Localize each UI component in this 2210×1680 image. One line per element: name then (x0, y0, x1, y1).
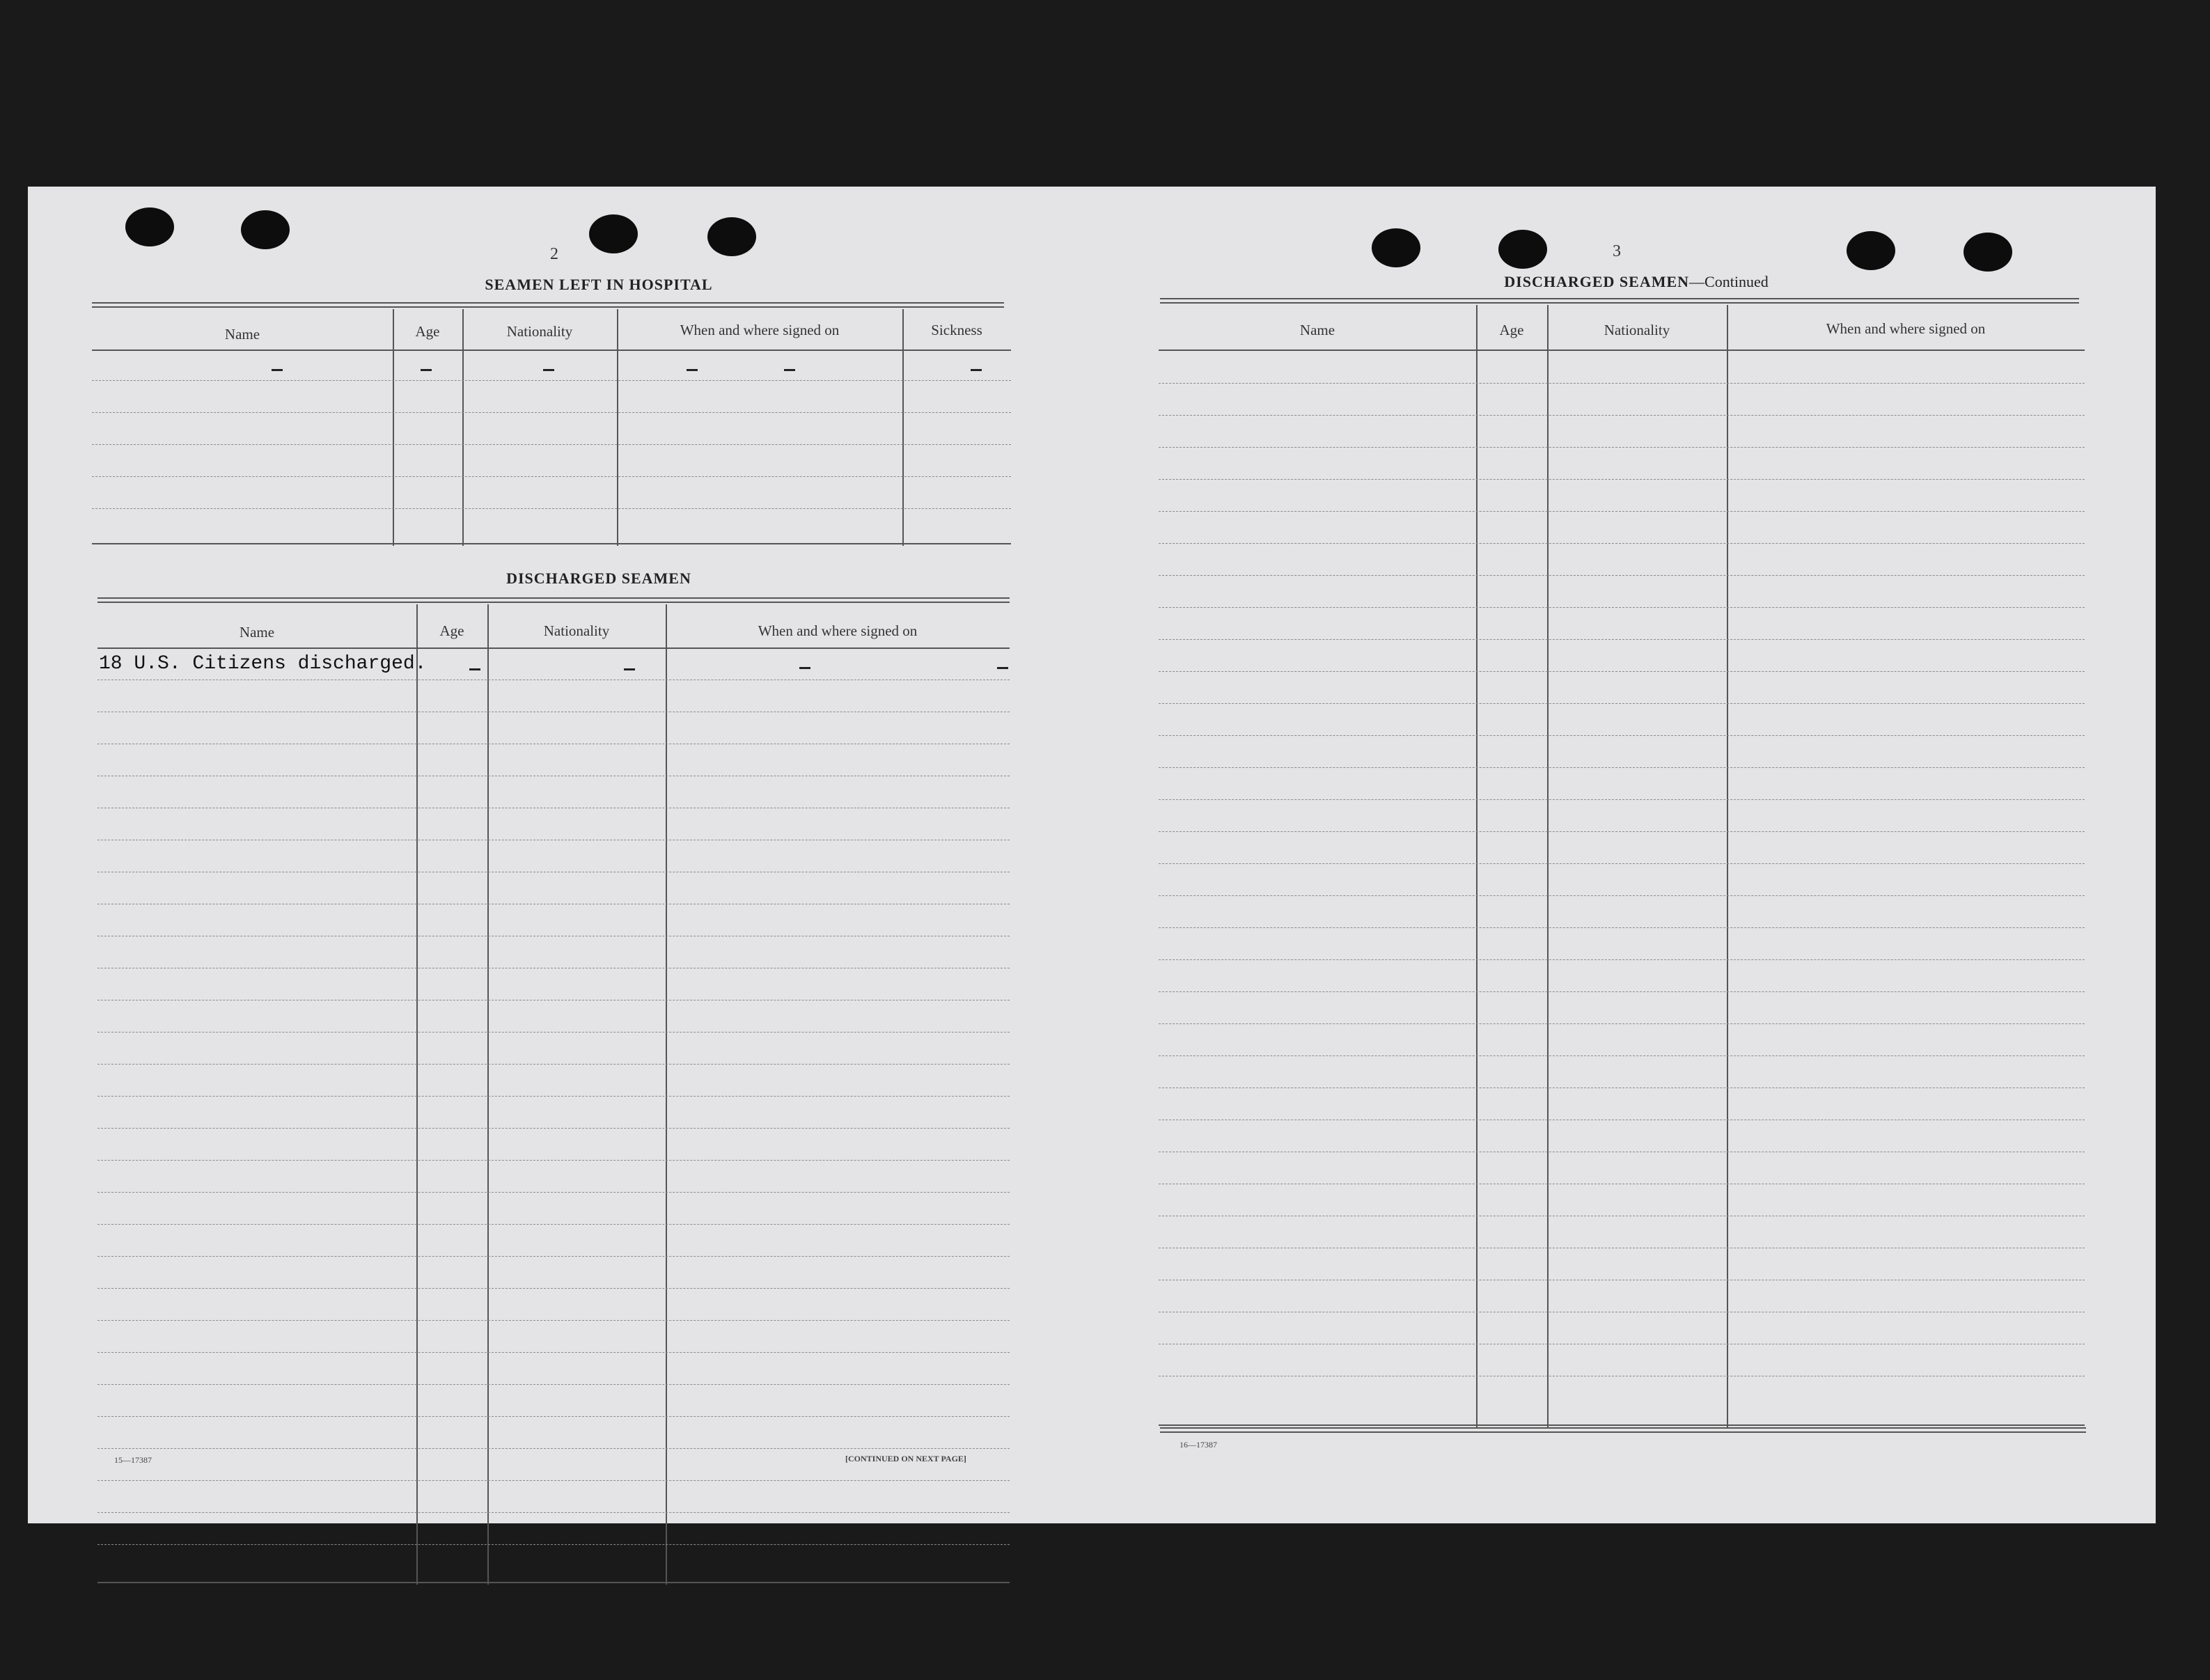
blank-mark (997, 667, 1008, 669)
blank-mark (421, 369, 432, 371)
col-header-signed-on: When and where signed on (680, 322, 840, 338)
punch-hole (1847, 231, 1895, 270)
col-header-nationality: Nationality (506, 323, 573, 340)
form-code-left: 15—17387 (114, 1455, 152, 1465)
section-rule (97, 597, 1010, 603)
col-header-signed-on: When and where signed on (1826, 320, 1986, 337)
discharged-section-title: DISCHARGED SEAMEN (506, 570, 691, 587)
blank-mark (784, 369, 795, 371)
col-header-name: Name (1299, 322, 1335, 338)
discharged-continued-title (1393, 273, 1880, 291)
col-header-name: Name (239, 624, 275, 641)
blank-mark (272, 369, 283, 371)
discharged-continued-table (1159, 305, 2085, 1429)
blank-mark (799, 667, 810, 669)
hospital-section-title: SEAMEN LEFT IN HOSPITAL (485, 276, 713, 293)
continued-note: [CONTINUED ON NEXT PAGE] (845, 1454, 966, 1463)
punch-hole (125, 207, 174, 246)
page-number-left: 2 (550, 245, 558, 263)
discharged-table (97, 604, 1010, 1585)
discharged-entry: 18 U.S. Citizens discharged. (99, 653, 427, 675)
section-rule (1160, 298, 2079, 304)
section-rule (92, 302, 1004, 308)
title-suffix: —Continued (1689, 273, 1769, 290)
punch-hole (1964, 233, 2012, 272)
col-header-name: Name (224, 326, 260, 343)
punch-hole (707, 217, 756, 256)
ledger-sheet (28, 187, 2156, 1523)
form-code-right: 16—17387 (1180, 1440, 1217, 1450)
col-header-sickness: Sickness (931, 322, 982, 338)
punch-hole (1498, 230, 1547, 269)
blank-mark (469, 668, 480, 670)
col-header-nationality: Nationality (543, 622, 610, 639)
punch-hole (1372, 228, 1420, 267)
col-header-age: Age (415, 323, 440, 340)
col-header-nationality: Nationality (1604, 322, 1670, 338)
punch-hole (241, 210, 290, 249)
blank-mark (687, 369, 698, 371)
section-rule (1160, 1427, 2086, 1433)
blank-mark (543, 369, 554, 371)
blank-mark (971, 369, 982, 371)
punch-hole (589, 214, 638, 253)
title-text: DISCHARGED SEAMEN (1504, 273, 1690, 290)
col-header-age: Age (439, 622, 464, 639)
col-header-signed-on: When and where signed on (758, 622, 918, 639)
page-number-right: 3 (1613, 242, 1621, 260)
hospital-table (92, 309, 1011, 546)
col-header-age: Age (1499, 322, 1524, 338)
blank-mark (624, 668, 635, 670)
